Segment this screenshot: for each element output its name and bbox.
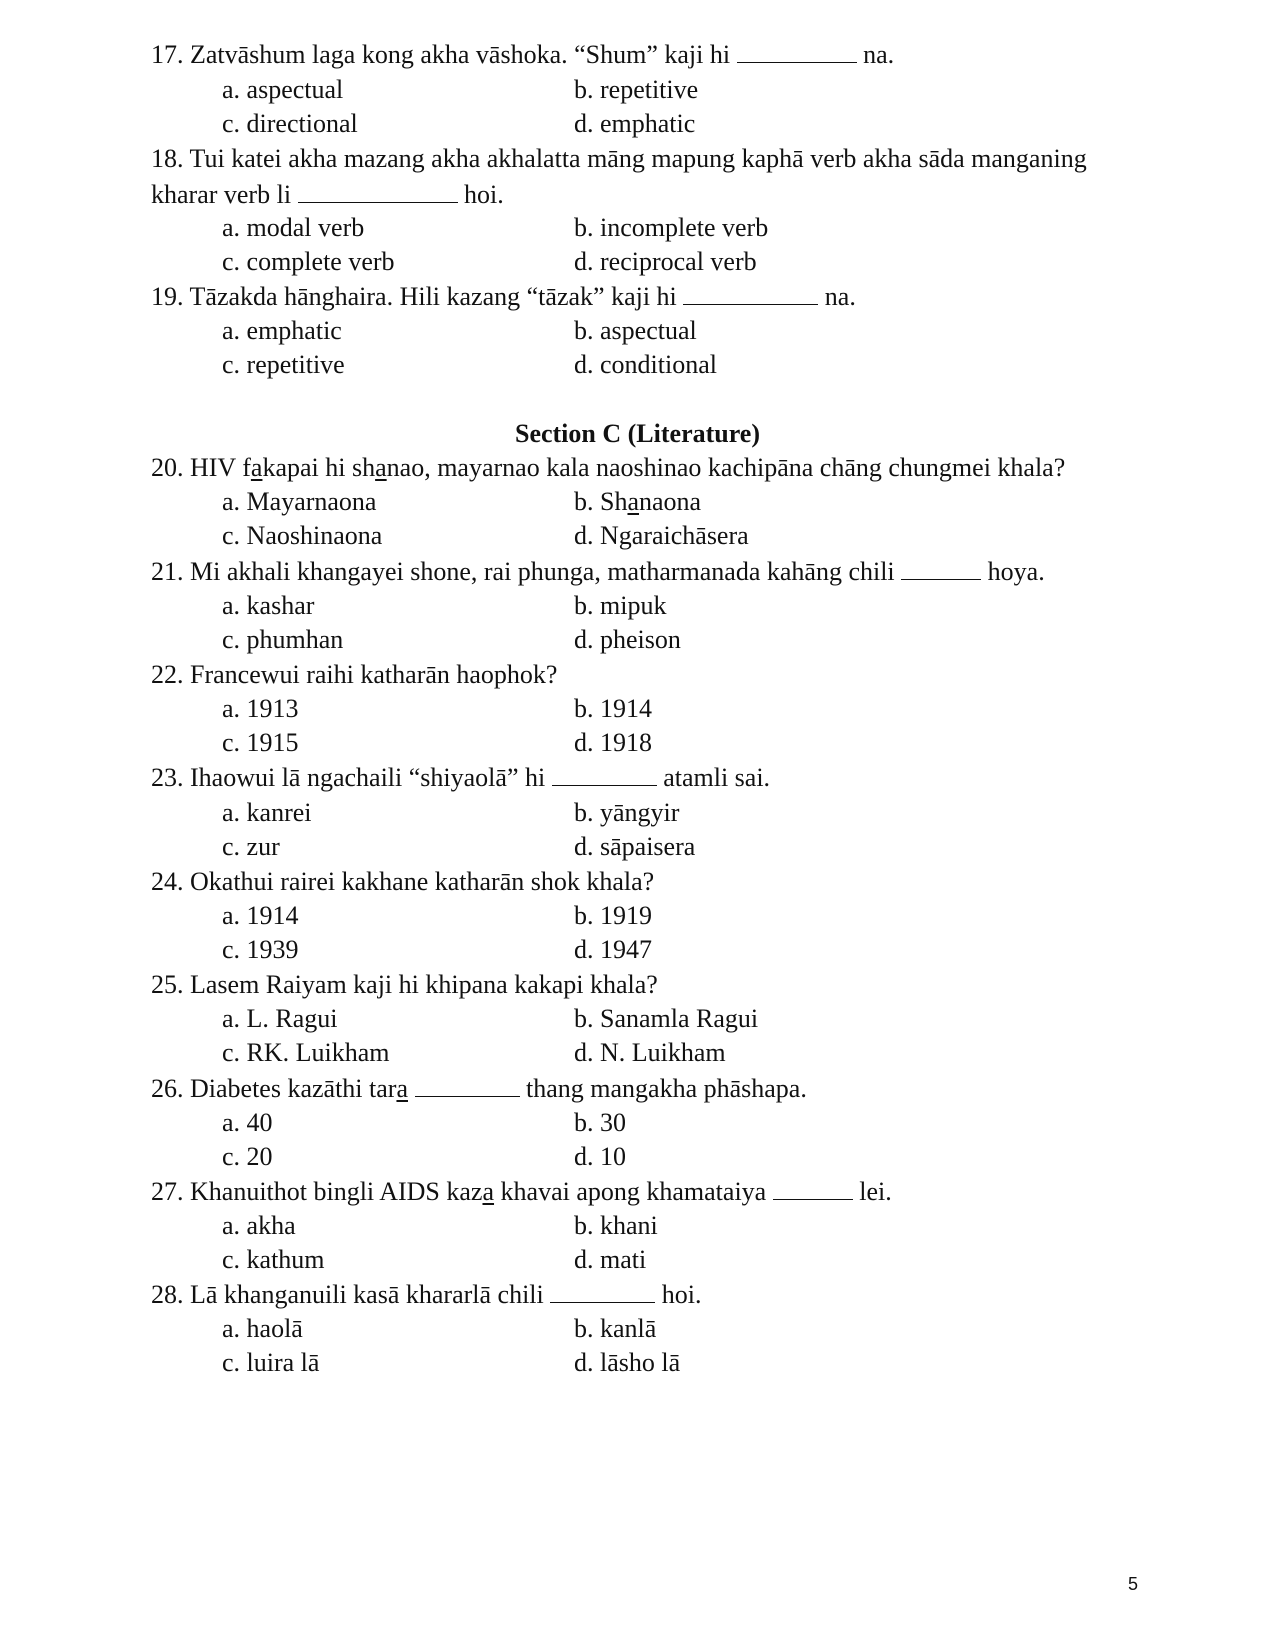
question-number: 26. [151, 1074, 184, 1103]
question-22-option-a: a. 1913 [222, 694, 299, 723]
question-23-option-d: d. sāpaisera [574, 832, 696, 861]
question-27 [151, 1174, 1141, 1210]
question-number: 25. [151, 970, 184, 999]
underlined-letter: a [627, 487, 640, 516]
question-text: HIV f [183, 453, 251, 482]
question-24-option-b: b. 1919 [574, 901, 652, 930]
question-text: kapai hi sh [262, 453, 376, 482]
question-24-option-c: c. 1939 [222, 935, 299, 964]
question-26-option-a: a. 40 [222, 1108, 273, 1137]
question-text: Okathui rairei kakhane katharān shok khala? [183, 867, 655, 896]
question-25-option-d: d. N. Luikham [574, 1038, 726, 1067]
question-22-option-d: d. 1918 [574, 728, 652, 757]
question-19 [151, 279, 1141, 315]
question-text: Tui katei akha mazang akha akhalatta māng mapung kaphā verb akha sāda manganing kharar verb li [151, 144, 1087, 209]
question-number: 24. [151, 867, 184, 896]
question-25-option-b: b. Sanamla Ragui [574, 1004, 759, 1033]
question-number: 21. [151, 557, 184, 586]
question-20-option-b: b. Shanaona [574, 487, 702, 516]
question-28 [151, 1277, 1141, 1313]
underlined-letter: a [396, 1074, 408, 1103]
question-17-option-a: a. aspectual [222, 75, 344, 104]
question-number: 18. [151, 144, 184, 173]
question-28-option-c: c. luira lā [222, 1348, 320, 1377]
question-19-option-d: d. conditional [574, 350, 717, 379]
answer-blank [901, 557, 981, 580]
question-21-option-d: d. pheison [574, 625, 681, 654]
question-text: nao, mayarnao kala naoshinao kachipāna chāng chungmei khala? [386, 453, 1066, 482]
question-25 [151, 967, 1141, 1003]
question-19-option-b: b. aspectual [574, 316, 697, 345]
question-27-option-a: a. akha [222, 1211, 296, 1240]
question-24 [151, 864, 1141, 900]
question-28-option-d: d. lāsho lā [574, 1348, 681, 1377]
question-text: lei. [852, 1177, 892, 1206]
question-number: 19. [151, 282, 184, 311]
underlined-letter: a [375, 453, 387, 482]
question-text: Francewui raihi katharān haophok? [183, 660, 558, 689]
question-27-option-d: d. mati [574, 1245, 647, 1274]
question-27-option-b: b. khani [574, 1211, 658, 1240]
question-25-option-a: a. L. Ragui [222, 1004, 338, 1033]
question-22 [151, 657, 1141, 693]
answer-blank [737, 40, 857, 63]
question-text: khavai apong khamataiya [494, 1177, 773, 1206]
question-22-option-b: b. 1914 [574, 694, 652, 723]
question-26-option-d: d. 10 [574, 1142, 626, 1171]
question-25-option-c: c. RK. Luikham [222, 1038, 390, 1067]
question-20-option-c: c. Naoshinaona [222, 521, 383, 550]
question-number: 22. [151, 660, 184, 689]
question-number: 23. [151, 763, 184, 792]
question-number: 27. [151, 1177, 184, 1206]
question-text: na. [856, 40, 895, 69]
question-20-option-a: a. Mayarnaona [222, 487, 377, 516]
question-27-option-c: c. kathum [222, 1245, 325, 1274]
question-18-option-a: a. modal verb [222, 213, 365, 242]
question-19-option-c: c. repetitive [222, 350, 345, 379]
question-text: thang mangakha phāshapa. [519, 1074, 807, 1103]
question-17-option-b: b. repetitive [574, 75, 699, 104]
underlined-letter: a [250, 453, 263, 482]
answer-blank [683, 282, 818, 305]
question-17-option-d: d. emphatic [574, 109, 696, 138]
question-22-option-c: c. 1915 [222, 728, 299, 757]
question-19-option-a: a. emphatic [222, 316, 342, 345]
question-21-option-c: c. phumhan [222, 625, 344, 654]
question-text: Diabetes kazāthi tar [183, 1074, 397, 1103]
question-number: 17. [151, 40, 184, 69]
question-text: Ihaowui lā ngachaili “shiyaolā” hi [183, 763, 552, 792]
underlined-letter: a [482, 1177, 495, 1206]
question-18-option-c: c. complete verb [222, 247, 395, 276]
question-text: hoi. [457, 180, 504, 209]
question-23-option-b: b. yāngyir [574, 798, 680, 827]
question-23 [151, 760, 1141, 796]
question-18-option-d: d. reciprocal verb [574, 247, 757, 276]
question-24-option-a: a. 1914 [222, 901, 299, 930]
question-18-option-b: b. incomplete verb [574, 213, 769, 242]
question-text: hoya. [981, 557, 1045, 586]
question-17 [151, 37, 1141, 73]
question-26-option-b: b. 30 [574, 1108, 626, 1137]
question-20-option-d: d. Ngaraichāsera [574, 521, 749, 550]
question-23-option-a: a. kanrei [222, 798, 312, 827]
page-number: 5 [1128, 1574, 1139, 1594]
question-23-option-c: c. zur [222, 832, 280, 861]
question-18 [151, 141, 1141, 213]
answer-blank [415, 1074, 520, 1097]
answer-blank [773, 1177, 853, 1200]
question-26-option-c: c. 20 [222, 1142, 273, 1171]
question-28-option-a: a. haolā [222, 1314, 303, 1343]
answer-blank [552, 763, 657, 786]
question-20 [151, 450, 1141, 486]
question-text: Lā khanganuili kasā khararlā chili [183, 1280, 551, 1309]
question-text: Zatvāshum laga kong akha vāshoka. “Shum” kaji hi [183, 40, 737, 69]
question-text: Mi akhali khangayei shone, rai phunga, matharmanada kahāng chili [183, 557, 902, 586]
question-number: 28. [151, 1280, 184, 1309]
question-text: Lasem Raiyam kaji hi khipana kakapi khala? [183, 970, 658, 999]
question-17-option-c: c. directional [222, 109, 358, 138]
question-text: na. [818, 282, 856, 311]
question-21 [151, 554, 1141, 590]
question-24-option-d: d. 1947 [574, 935, 652, 964]
question-26 [151, 1071, 1141, 1107]
question-text: Khanuithot bingli AIDS kaz [183, 1177, 483, 1206]
question-21-option-a: a. kashar [222, 591, 315, 620]
answer-blank [550, 1280, 655, 1303]
question-text: atamli sai. [656, 763, 771, 792]
question-21-option-b: b. mipuk [574, 591, 667, 620]
question-number: 20. [151, 453, 184, 482]
question-text: hoi. [655, 1280, 702, 1309]
question-text: Tāzakda hānghaira. Hili kazang “tāzak” kaji hi [183, 282, 684, 311]
section-c-title: Section C (Literature) [514, 419, 760, 448]
question-28-option-b: b. kanlā [574, 1314, 657, 1343]
answer-blank [298, 180, 458, 203]
